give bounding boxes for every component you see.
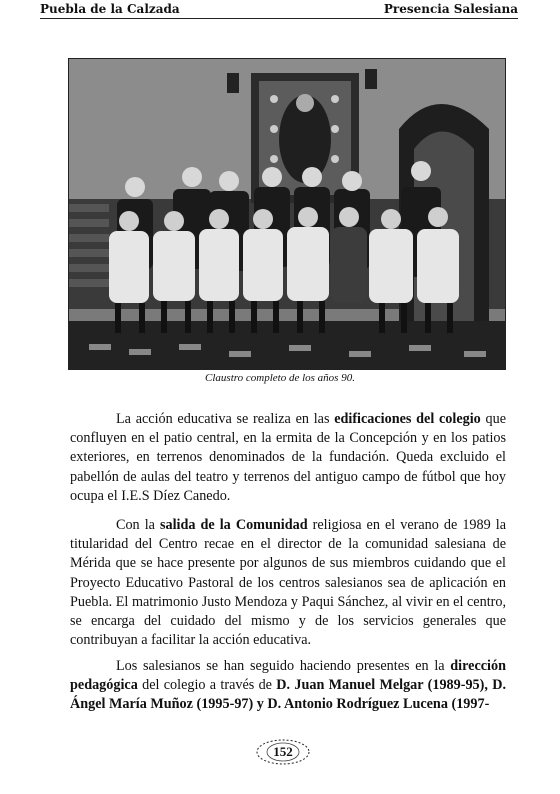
p1-bold: edificaciones del colegio [334,411,481,427]
p3-text-c: del colegio a través de [137,677,277,694]
running-header [40,0,518,19]
paragraph-edificaciones [70,410,506,506]
group-photo-illustration [69,59,505,369]
paragraph-direccion-pedagogica [70,657,506,715]
p1-text-c: que confluyen en el patio central, en la ermita de la Concepción y en los patios exteriores, en terrenos denominados de la fundación. Queda excluido el pabellón de aulas del teatro y terrenos del antiguo campo de fútbol que hoy ocupa el I.E.S Díez Canedo. [70,411,506,504]
p2-bold: salida de la Comunidad [159,517,308,533]
p3-bold-a: dirección pedagógica [70,658,506,694]
p1-text-a: La acción educativa se realiza en las [116,411,335,427]
paragraph-salida-comunidad [70,516,506,650]
header-left-title: Puebla de la Calzada [40,2,180,16]
p3-bold-names: D. Juan Manuel Melgar (1989-95), D. Ángel María Muñoz (1995-97) y D. Antonio Rodríguez Lucena (1997- [70,677,506,713]
p3-text-a: Los salesianos se han seguido haciendo presentes en la [116,658,451,674]
photo-caption: Claustro completo de los años 90. [205,372,355,384]
header-right-title: Presencia Salesiana [383,2,518,16]
group-photo [68,58,506,370]
page-number: 152 [273,744,293,759]
p2-text-c: religiosa en el verano de 1989 la titularidad del Centro recae en el director de la comunidad salesiana de Mérida que se hace presente por algunos de sus miembros cuidando que el Proyecto Educativo Pastoral de los centros salesianos sea de aplicación en Puebla. El matrimonio Justo Mendoza y Paqui Sánchez, al vivir en el centro, se encarga del cuidado del mismo y de los servicios generales que contribuyan a facilitar la acción educativa. [70,517,506,649]
page-number-badge [255,738,311,766]
p2-text-a: Con la [116,517,160,533]
